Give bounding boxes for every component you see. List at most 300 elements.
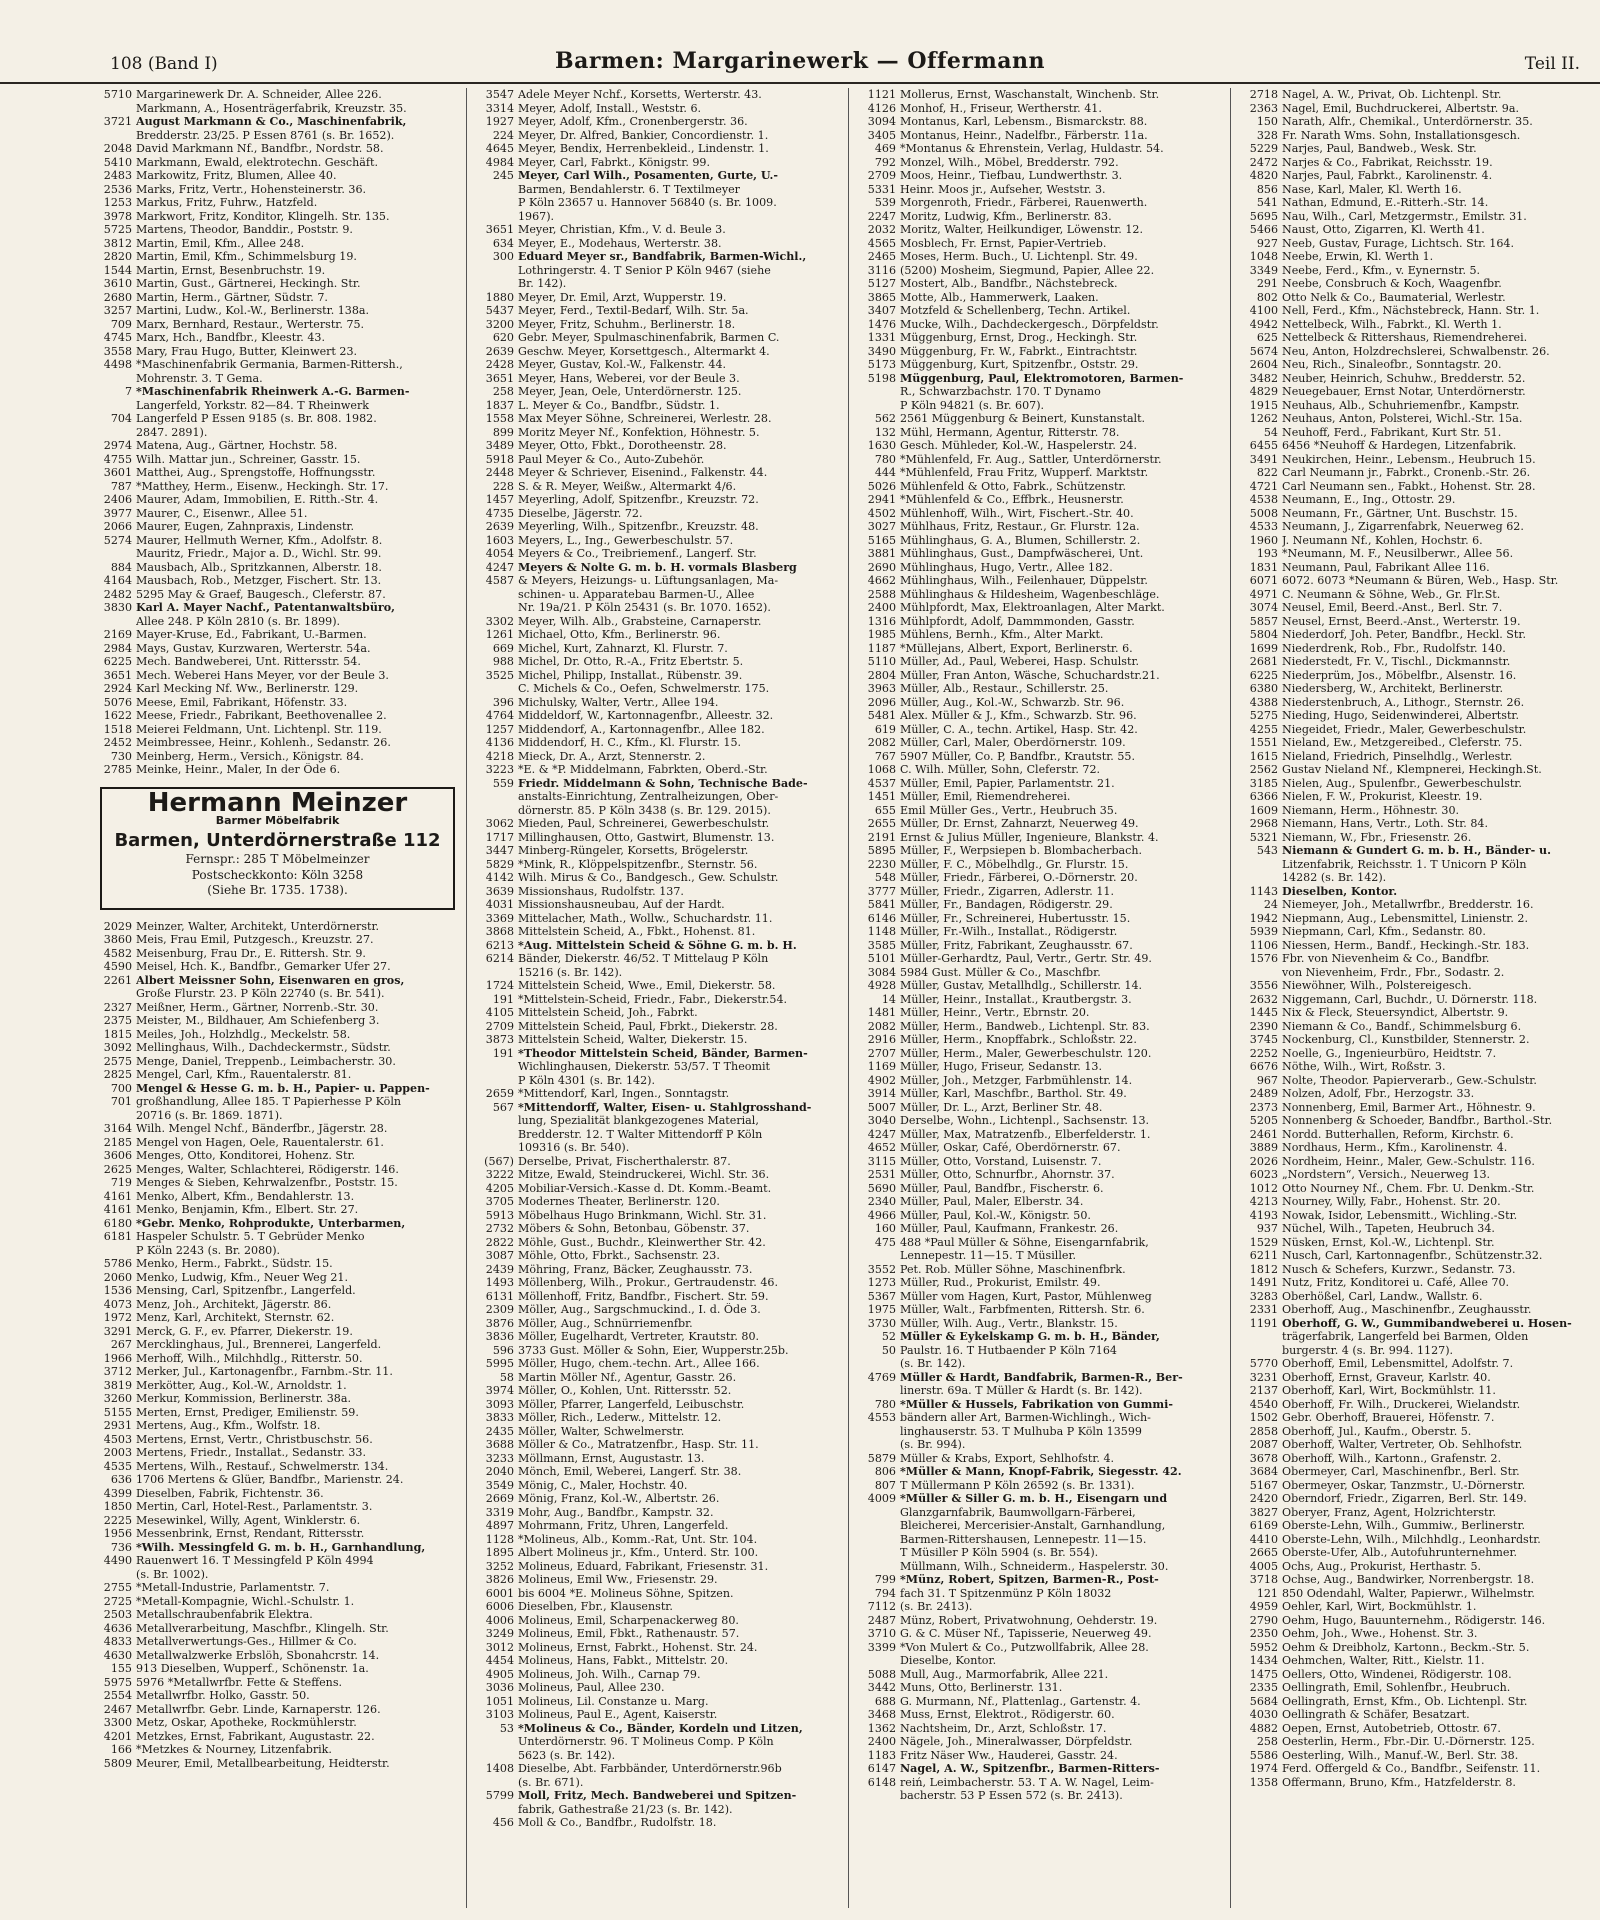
entry-phone-number: 5008 bbox=[1249, 506, 1278, 520]
entry-phone-number: 596 bbox=[492, 1343, 514, 1357]
entry-phone-number: 1609 bbox=[1249, 803, 1278, 817]
entry-text: Molineus, Eduard, Fabrikant, Friesenstr. 31. bbox=[518, 1559, 769, 1573]
entry-phone-number: 4582 bbox=[103, 946, 132, 960]
directory-entry bbox=[468, 588, 846, 602]
directory-entry bbox=[850, 1492, 1228, 1506]
entry-text: R., Schwarzbachstr. 170. T Dynamo bbox=[900, 385, 1101, 398]
directory-entry bbox=[86, 1352, 461, 1366]
entry-phone-number: 807 bbox=[874, 1478, 896, 1492]
directory-entry bbox=[850, 1654, 1228, 1668]
directory-entry bbox=[850, 196, 1228, 210]
directory-entry bbox=[468, 561, 846, 575]
directory-entry bbox=[850, 601, 1228, 615]
entry-text: Dieselbe, Jägerstr. 72. bbox=[518, 506, 643, 520]
entry-text: *Molineus, Alb., Komm.-Rat, Unt. Str. 104. bbox=[518, 1532, 758, 1546]
entry-text: Oehm, Hugo, Bauunternehm., Rödigerstr. 146. bbox=[1282, 1613, 1546, 1627]
entry-text: Br. 142). bbox=[518, 277, 567, 290]
entry-text: Bredderstr. 23/25. P Essen 8761 (s. Br. 1652). bbox=[136, 128, 395, 142]
entry-phone-number: 150 bbox=[1256, 115, 1278, 128]
entry-text: 14282 (s. Br. 142). bbox=[1282, 871, 1387, 884]
directory-entry bbox=[86, 1176, 461, 1190]
entry-text: 850 Odendahl, Walter, Papierwr., Wilhelmstr. bbox=[1282, 1586, 1535, 1600]
entry-text: Müller, Friedr., Zigarren, Adlerstr. 11. bbox=[900, 884, 1114, 898]
column-3 bbox=[850, 88, 1228, 1908]
directory-entry bbox=[86, 1595, 461, 1609]
entry-text: Maurer, Eugen, Zahnpraxis, Lindenstr. bbox=[136, 520, 355, 533]
directory-entry bbox=[468, 709, 846, 723]
entry-phone-number: 2169 bbox=[103, 628, 132, 641]
directory-entry bbox=[1232, 534, 1592, 548]
entry-text: Meisenburg, Frau Dr., E. Rittersh. Str. 9. bbox=[136, 946, 366, 960]
entry-phone-number: 258 bbox=[492, 385, 514, 398]
directory-entry bbox=[1232, 115, 1592, 129]
entry-phone-number: 5007 bbox=[867, 1100, 896, 1114]
entry-text: Dieselbe, Abt. Farbbänder, Unterdörnerstr.96b bbox=[518, 1762, 782, 1775]
directory-entry bbox=[468, 547, 846, 561]
directory-entry bbox=[850, 1249, 1228, 1263]
entry-phone-number: 53 bbox=[499, 1721, 514, 1735]
directory-entry bbox=[1232, 385, 1592, 399]
directory-entry bbox=[468, 1060, 846, 1074]
directory-entry bbox=[86, 547, 461, 561]
entry-phone-number: 6214 bbox=[485, 952, 514, 965]
entry-phone-number: 4755 bbox=[103, 452, 132, 466]
directory-entry bbox=[468, 696, 846, 710]
entry-text: Michulsky, Walter, Vertr., Allee 194. bbox=[518, 695, 719, 709]
entry-phone-number: 4984 bbox=[485, 155, 514, 169]
entry-phone-number bbox=[850, 1438, 900, 1452]
entry-phone-number bbox=[468, 804, 518, 818]
entry-phone-number: 2363 bbox=[1249, 101, 1278, 115]
entry-text: Moos, Heinr., Tiefbau, Lundwerthstr. 3. bbox=[900, 169, 1123, 182]
entry-phone-number bbox=[850, 1357, 900, 1371]
entry-text: Meyer, Adolf, Install., Weststr. 6. bbox=[518, 101, 702, 115]
entry-phone-number: 4247 bbox=[485, 560, 514, 574]
entry-text: Derselbe, Wohn., Lichtenpl., Sachsenstr. 13. bbox=[900, 1114, 1150, 1127]
entry-phone-number: 4833 bbox=[103, 1635, 132, 1648]
directory-entry bbox=[850, 1695, 1228, 1709]
directory-entry bbox=[468, 1263, 846, 1277]
entry-text: *Müllejans, Albert, Export, Berlinerstr. 6. bbox=[900, 641, 1133, 655]
entry-phone-number: 2375 bbox=[103, 1014, 132, 1027]
entry-phone-number: 4820 bbox=[1249, 169, 1278, 182]
entry-text: Karl A. Mayer Nachf., Patentanwaltsbüro, bbox=[136, 601, 395, 614]
entry-text: Matena, Aug., Gärtner, Hochstr. 58. bbox=[136, 439, 338, 452]
entry-text: Obermeyer, Carl, Maschinenfbr., Berl. Str. bbox=[1282, 1465, 1520, 1478]
entry-phone-number: 5165 bbox=[867, 533, 896, 547]
directory-entry bbox=[468, 183, 846, 197]
entry-text: Möhring, Franz, Bäcker, Zeughausstr. 73. bbox=[518, 1262, 753, 1276]
entry-text: Meyer, Jean, Oele, Unterdörnerstr. 125. bbox=[518, 385, 742, 398]
entry-phone-number: 780 bbox=[874, 1397, 896, 1411]
entry-phone-number: 4161 bbox=[103, 1189, 132, 1203]
entry-text: Oehmchen, Walter, Ritt., Kielstr. 11. bbox=[1282, 1654, 1485, 1667]
entry-phone-number: 3721 bbox=[103, 115, 132, 128]
entry-phone-number: 2822 bbox=[485, 1235, 514, 1249]
entry-phone-number: 3865 bbox=[867, 290, 896, 304]
entry-phone-number: 2489 bbox=[1249, 1087, 1278, 1100]
entry-phone-number: 4553 bbox=[867, 1411, 896, 1424]
entry-phone-number: 5829 bbox=[485, 857, 514, 871]
entry-text: Eduard Meyer sr., Bandfabrik, Barmen-Wichl., bbox=[518, 250, 807, 263]
directory-entry bbox=[86, 1055, 461, 1069]
entry-phone-number: 1724 bbox=[485, 979, 514, 992]
directory-entry bbox=[468, 399, 846, 413]
entry-text: Müller, Fr., Schreinerei, Hubertusstr. 15. bbox=[900, 911, 1131, 925]
entry-text: L. Meyer & Co., Bandfbr., Südstr. 1. bbox=[518, 398, 720, 412]
entry-phone-number: 2331 bbox=[1249, 1303, 1278, 1316]
directory-entry bbox=[850, 115, 1228, 129]
entry-text: Narjes & Co., Fabrikat, Reichsstr. 19. bbox=[1282, 155, 1493, 169]
entry-text: *Theodor Mittelstein Scheid, Bänder, Barmen- bbox=[518, 1046, 808, 1060]
directory-entry bbox=[86, 1419, 461, 1433]
entry-phone-number: 4537 bbox=[867, 776, 896, 790]
directory-entry bbox=[468, 1317, 846, 1331]
directory-entry bbox=[850, 1195, 1228, 1209]
entry-phone-number: 121 bbox=[1256, 1586, 1278, 1600]
entry-text: *Von Mulert & Co., Putzwollfabrik, Allee 28. bbox=[900, 1640, 1149, 1654]
entry-phone-number: 822 bbox=[1256, 466, 1278, 479]
directory-entry bbox=[1232, 1168, 1592, 1182]
entry-text: bacherstr. 53 P Essen 572 (s. Br. 2413). bbox=[900, 1789, 1123, 1802]
entry-phone-number: 2562 bbox=[1249, 763, 1278, 776]
column-2 bbox=[468, 88, 846, 1908]
entry-text: Menges, Otto, Konditorei, Hohenz. Str. bbox=[136, 1149, 356, 1162]
entry-text: Mollerus, Ernst, Waschanstalt, Winchenb. Str. bbox=[900, 88, 1160, 101]
directory-entry bbox=[86, 1743, 461, 1757]
directory-entry bbox=[86, 1230, 461, 1244]
entry-text: August Markmann & Co., Maschinenfabrik, bbox=[136, 115, 407, 128]
entry-phone-number: 4535 bbox=[103, 1459, 132, 1473]
entry-phone-number: 4735 bbox=[485, 506, 514, 520]
entry-phone-number: 5710 bbox=[103, 88, 132, 101]
entry-text: Molineus, Paul E., Agent, Kaiserstr. bbox=[518, 1708, 718, 1721]
entry-phone-number: 3868 bbox=[485, 925, 514, 938]
entry-text: Wichlinghausen, Diekerstr. 53/57. T Theomit bbox=[518, 1060, 770, 1073]
entry-text: *Matthey, Herm., Eisenw., Heckingh. Str. 17. bbox=[136, 479, 389, 493]
entry-text: Middendorf, H. C., Kfm., Kl. Flurstr. 15. bbox=[518, 736, 742, 749]
directory-entry bbox=[850, 817, 1228, 831]
directory-entry bbox=[1232, 1222, 1592, 1236]
entry-phone-number: 5879 bbox=[867, 1451, 896, 1465]
entry-phone-number: 2452 bbox=[103, 736, 132, 749]
entry-phone-number: 2625 bbox=[103, 1162, 132, 1176]
entry-text: (s. Br. 2413). bbox=[900, 1600, 973, 1613]
directory-entry bbox=[850, 1735, 1228, 1749]
directory-entry bbox=[850, 1776, 1228, 1790]
entry-phone-number: 655 bbox=[874, 803, 896, 817]
entry-phone-number: 1253 bbox=[103, 196, 132, 209]
entry-text: Oberste-Lehn, Wilh., Milchhdlg., Leonhardstr. bbox=[1282, 1532, 1541, 1546]
entry-phone-number: 2400 bbox=[867, 1735, 896, 1748]
directory-entry bbox=[1232, 304, 1592, 318]
entry-phone-number: 806 bbox=[874, 1465, 896, 1478]
directory-entry bbox=[850, 1587, 1228, 1601]
entry-text: reiń, Leimbacherstr. 53. T A. W. Nagel, Leim- bbox=[900, 1775, 1154, 1789]
entry-phone-number: 2858 bbox=[1249, 1424, 1278, 1438]
entry-text: Müller, Dr. Ernst, Zahnarzt, Neuerweg 49. bbox=[900, 817, 1139, 830]
entry-text: Neumann, J., Zigarrenfabrk, Neuerweg 62. bbox=[1282, 520, 1524, 533]
entry-text: schinen- u. Apparatebau Barmen-U., Allee bbox=[518, 587, 755, 601]
directory-entry bbox=[468, 1371, 846, 1385]
entry-phone-number bbox=[468, 1128, 518, 1142]
entry-text: Müller, Otto, Schnurfbr., Ahornstr. 37. bbox=[900, 1168, 1115, 1181]
entry-phone-number: 2968 bbox=[1249, 817, 1278, 830]
entry-text: Gesch. Mühleder, Kol.-W., Haspelerstr. 24. bbox=[900, 439, 1138, 452]
directory-entry bbox=[1232, 1438, 1592, 1452]
directory-entry bbox=[1232, 750, 1592, 764]
directory-entry bbox=[468, 210, 846, 224]
entry-text: Meinzer, Walter, Architekt, Unterdörnerstr. bbox=[136, 919, 380, 933]
directory-entry bbox=[86, 1109, 461, 1123]
entry-phone-number: 4897 bbox=[485, 1519, 514, 1532]
entry-phone-number bbox=[468, 183, 518, 197]
entry-phone-number: 191 bbox=[492, 1046, 514, 1060]
directory-entry bbox=[86, 974, 461, 988]
entry-phone-number: 2755 bbox=[103, 1581, 132, 1594]
directory-entry bbox=[1232, 1087, 1592, 1101]
entry-text: Menz, Joh., Architekt, Jägerstr. 86. bbox=[136, 1297, 332, 1311]
entry-phone-number: 1544 bbox=[103, 263, 132, 277]
entry-text: Carl Neumann sen., Fabkt., Hohenst. Str. 28. bbox=[1282, 479, 1536, 493]
entry-phone-number: 3881 bbox=[867, 547, 896, 560]
entry-text: C. Michels & Co., Oefen, Schwelmerstr. 175. bbox=[518, 682, 770, 695]
entry-text: Adele Meyer Nchf., Korsetts, Werterstr. 43. bbox=[518, 88, 762, 101]
entry-phone-number: 4161 bbox=[103, 1203, 132, 1216]
entry-text: Mohr, Aug., Bandfbr., Kampstr. 32. bbox=[518, 1505, 714, 1519]
directory-entry bbox=[850, 966, 1228, 980]
directory-entry bbox=[1232, 1209, 1592, 1223]
directory-entry bbox=[86, 1095, 461, 1109]
entry-phone-number: 3833 bbox=[485, 1411, 514, 1424]
entry-text: Gustav Nieland Nf., Klempnerei, Heckingh.St. bbox=[1282, 763, 1542, 776]
entry-phone-number: 1408 bbox=[485, 1762, 514, 1775]
directory-entry bbox=[850, 547, 1228, 561]
directory-entry bbox=[86, 1365, 461, 1379]
entry-text: Paulstr. 16. T Hutbaender P Köln 7164 bbox=[900, 1343, 1117, 1357]
column-4 bbox=[1232, 88, 1592, 1908]
entry-text: Mays, Gustav, Kurzwaren, Werterstr. 54a. bbox=[136, 641, 371, 655]
entry-phone-number: 4213 bbox=[1249, 1195, 1278, 1208]
entry-phone-number: 3777 bbox=[867, 884, 896, 898]
directory-entry bbox=[850, 1141, 1228, 1155]
entry-text: Meyer, Christian, Kfm., V. d. Beule 3. bbox=[518, 223, 726, 236]
directory-entry bbox=[468, 925, 846, 939]
entry-phone-number: 2588 bbox=[867, 587, 896, 601]
entry-text: 6072. 6073 *Neumann & Büren, Web., Hasp. Str. bbox=[1282, 574, 1559, 587]
entry-phone-number: 1261 bbox=[485, 628, 514, 641]
directory-entry bbox=[468, 291, 846, 305]
entry-phone-number: 3819 bbox=[103, 1378, 132, 1392]
directory-entry bbox=[86, 1433, 461, 1447]
entry-text: Middendorf, A., Kartonnagenfbr., Allee 182. bbox=[518, 722, 765, 736]
entry-text: Müllmann, Wilh., Schneiderm., Haspelerstr. 30. bbox=[900, 1559, 1169, 1573]
directory-entry bbox=[468, 1479, 846, 1493]
directory-entry bbox=[1232, 1749, 1592, 1763]
directory-entry bbox=[850, 1465, 1228, 1479]
entry-text: 488 *Paul Müller & Söhne, Eisengarnfabrik, bbox=[900, 1235, 1149, 1249]
entry-text: *Molineus & Co., Bänder, Kordeln und Litzen, bbox=[518, 1721, 803, 1735]
entry-phone-number: 3223 bbox=[485, 763, 514, 776]
entry-text: Merhoff, Wilh., Milchhdlg., Ritterstr. 50. bbox=[136, 1351, 363, 1365]
entry-phone-number: 4538 bbox=[1249, 493, 1278, 506]
directory-entry bbox=[1232, 831, 1592, 845]
entry-phone-number: 267 bbox=[110, 1338, 132, 1351]
entry-text: Nonnenberg, Emil, Barmer Art., Höhnestr. 9. bbox=[1282, 1100, 1536, 1114]
directory-entry bbox=[850, 844, 1228, 858]
entry-text: Oberhößel, Carl, Landw., Wallstr. 6. bbox=[1282, 1289, 1483, 1303]
entry-text: Ferd. Offergeld & Co., Bandfbr., Seifenstr. 11. bbox=[1282, 1762, 1541, 1775]
entry-phone-number: 3036 bbox=[485, 1681, 514, 1694]
directory-entry bbox=[468, 331, 846, 345]
directory-entry bbox=[1232, 1303, 1592, 1317]
entry-text: großhandlung, Allee 185. T Papierhesse P Köln bbox=[136, 1095, 402, 1108]
entry-text: fabrik, Gathestraße 21/23 (s. Br. 142). bbox=[518, 1802, 733, 1816]
directory-entry bbox=[850, 1681, 1228, 1695]
entry-text: Nolzen, Adolf, Fbr., Herzogstr. 33. bbox=[1282, 1087, 1475, 1100]
directory-entry bbox=[468, 304, 846, 318]
entry-phone-number: 719 bbox=[110, 1176, 132, 1189]
directory-entry bbox=[86, 1500, 461, 1514]
entry-text: Möller, O., Kohlen, Unt. Rittersstr. 52. bbox=[518, 1384, 732, 1397]
directory-entry bbox=[850, 1452, 1228, 1466]
entry-phone-number: 155 bbox=[110, 1662, 132, 1675]
entry-text: Neuhaus, Anton, Polsterei, Wichl.-Str. 15a. bbox=[1282, 412, 1523, 425]
column-divider bbox=[466, 88, 467, 1908]
directory-entry bbox=[86, 987, 461, 1001]
directory-entry bbox=[468, 682, 846, 696]
entry-text: Moritz, Walter, Heilkundiger, Löwenstr. 12. bbox=[900, 223, 1143, 236]
entry-text: *Neumann, M. F., Neusilberwr., Allee 56. bbox=[1282, 547, 1514, 560]
directory-entry bbox=[86, 1689, 461, 1703]
directory-entry bbox=[1232, 871, 1592, 885]
directory-entry bbox=[468, 1357, 846, 1371]
entry-phone-number: 634 bbox=[492, 236, 514, 250]
entry-phone-number: 2026 bbox=[1249, 1154, 1278, 1168]
entry-phone-number: 4006 bbox=[485, 1613, 514, 1627]
directory-entry bbox=[468, 358, 846, 372]
directory-entry bbox=[850, 1020, 1228, 1034]
entry-phone-number: 4030 bbox=[1249, 1708, 1278, 1721]
entry-text: Müller, Paul, Kol.-W., Königstr. 50. bbox=[900, 1208, 1091, 1222]
entry-text: Mühlinghaus, Wilh., Feilenhauer, Düppelstr. bbox=[900, 574, 1148, 587]
directory-entry bbox=[1232, 1695, 1592, 1709]
entry-text: Moritz, Ludwig, Kfm., Berlinerstr. 83. bbox=[900, 209, 1112, 223]
entry-phone-number: 5481 bbox=[867, 709, 896, 722]
entry-text: Meyer, Wilh. Alb., Grabsteine, Carnaperstr. bbox=[518, 614, 762, 628]
entry-phone-number: 5799 bbox=[485, 1789, 514, 1802]
directory-entry bbox=[850, 669, 1228, 683]
entry-phone-number: 3369 bbox=[485, 911, 514, 925]
entry-phone-number: 4009 bbox=[867, 1492, 896, 1505]
entry-text: Muns, Otto, Berlinerstr. 131. bbox=[900, 1681, 1063, 1694]
directory-entry bbox=[86, 655, 461, 669]
entry-phone-number: 6225 bbox=[103, 655, 132, 668]
entry-phone-number: 3745 bbox=[1249, 1033, 1278, 1046]
directory-entry bbox=[850, 1033, 1228, 1047]
directory-entry bbox=[1232, 372, 1592, 386]
entry-text: Missionshausneubau, Auf der Hardt. bbox=[518, 898, 725, 911]
directory-entry bbox=[86, 1676, 461, 1690]
entry-text: Mesewinkel, Willy, Agent, Winklerstr. 6. bbox=[136, 1513, 361, 1527]
entry-text: Maurer, Hellmuth Werner, Kfm., Adolfstr. 8. bbox=[136, 533, 383, 547]
entry-phone-number: 3836 bbox=[485, 1330, 514, 1343]
directory-entry bbox=[468, 237, 846, 251]
entry-phone-number: 5586 bbox=[1249, 1748, 1278, 1762]
directory-entry bbox=[468, 1182, 846, 1196]
directory-entry bbox=[850, 1168, 1228, 1182]
entry-text: Mühlinghaus & Hildesheim, Wagenbeschläge. bbox=[900, 587, 1160, 601]
entry-text: linerstr. 69a. T Müller & Hardt (s. Br. 142). bbox=[900, 1384, 1143, 1397]
directory-entry bbox=[468, 1762, 846, 1776]
entry-phone-number: 4533 bbox=[1249, 520, 1278, 533]
entry-phone-number: 1551 bbox=[1249, 736, 1278, 749]
directory-entry bbox=[850, 264, 1228, 278]
entry-phone-number: 3300 bbox=[103, 1716, 132, 1729]
entry-phone-number bbox=[850, 1249, 900, 1263]
directory-entry bbox=[468, 439, 846, 453]
directory-entry bbox=[86, 1392, 461, 1406]
entry-phone-number: 2916 bbox=[867, 1033, 896, 1046]
directory-entry bbox=[1232, 682, 1592, 696]
directory-entry bbox=[850, 871, 1228, 885]
entry-phone-number: 1451 bbox=[867, 790, 896, 803]
directory-entry bbox=[850, 1438, 1228, 1452]
entry-text: Niederdrenk, Rob., Fbr., Rudolfstr. 140. bbox=[1282, 641, 1506, 655]
entry-phone-number: 3040 bbox=[867, 1114, 896, 1127]
directory-entry bbox=[86, 304, 461, 318]
entry-phone-number: 2639 bbox=[485, 344, 514, 358]
directory-entry bbox=[468, 1020, 846, 1034]
entry-phone-number: 3302 bbox=[485, 614, 514, 628]
directory-entry bbox=[850, 1546, 1228, 1560]
entry-text: 3733 Gust. Möller & Sohn, Eier, Wupperstr.25b. bbox=[518, 1343, 789, 1357]
entry-text: Möllmann, Ernst, Augustastr. 13. bbox=[518, 1451, 705, 1465]
directory-entry bbox=[1232, 1101, 1592, 1115]
entry-phone-number: 4905 bbox=[485, 1667, 514, 1681]
directory-entry bbox=[1232, 979, 1592, 993]
entry-text: Meyers & Nolte G. m. b. H. vormals Blasberg bbox=[518, 560, 797, 574]
entry-text: dörnerstr. 85. P Köln 3438 (s. Br. 129. 2015). bbox=[518, 803, 771, 817]
directory-entry bbox=[86, 574, 461, 588]
directory-entry bbox=[86, 129, 461, 143]
entry-text: Mobiliar-Versich.-Kasse d. Dt. Komm.-Beamt. bbox=[518, 1181, 772, 1195]
entry-phone-number: 4100 bbox=[1249, 304, 1278, 317]
directory-entry bbox=[1232, 1330, 1592, 1344]
directory-entry bbox=[850, 250, 1228, 264]
entry-phone-number: 3482 bbox=[1249, 371, 1278, 385]
entry-phone-number: 730 bbox=[110, 749, 132, 763]
entry-phone-number bbox=[850, 1789, 900, 1803]
directory-entry bbox=[1232, 223, 1592, 237]
entry-phone-number bbox=[468, 1074, 518, 1088]
entry-text: Möbers & Sohn, Betonbau, Göbenstr. 37. bbox=[518, 1222, 750, 1235]
entry-phone-number: 3547 bbox=[485, 88, 514, 101]
entry-text: Meyer, Gustav, Kol.-W., Falkenstr. 44. bbox=[518, 358, 727, 371]
entry-phone-number: 2029 bbox=[103, 919, 132, 933]
entry-text: Müller, Paul, Bandfbr., Fischerstr. 6. bbox=[900, 1181, 1104, 1195]
directory-entry bbox=[850, 615, 1228, 629]
entry-phone-number: 5975 bbox=[103, 1675, 132, 1689]
directory-entry bbox=[1232, 1600, 1592, 1614]
entry-text: Martini, Ludw., Kol.-W., Berlinerstr. 138a. bbox=[136, 304, 370, 317]
entry-text: Müller, Otto, Vorstand, Luisenstr. 7. bbox=[900, 1154, 1102, 1168]
entry-phone-number: 1837 bbox=[485, 398, 514, 412]
entry-text: Meyer, Hans, Weberei, vor der Beule 3. bbox=[518, 371, 740, 385]
entry-phone-number: 3093 bbox=[485, 1397, 514, 1411]
entry-text: & Meyers, Heizungs- u. Lüftungsanlagen, Ma- bbox=[518, 574, 779, 587]
entry-text: Albert Molineus jr., Kfm., Unterd. Str. 100. bbox=[518, 1546, 759, 1559]
